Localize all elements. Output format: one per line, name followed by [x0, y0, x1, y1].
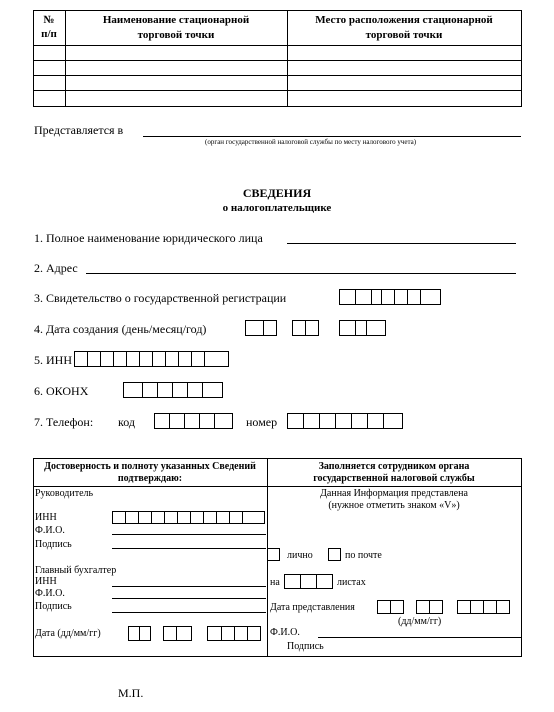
col-header-location: Место расположения стационарной торговой точки	[315, 14, 493, 41]
on-label: на	[270, 577, 280, 588]
right-header: Заполняется сотрудником органа государственной налоговой службы	[313, 461, 475, 484]
left-header: Достоверность и полноту указанных Сведений подтверждаю:	[44, 461, 256, 484]
field-5-label: 5. ИНН	[34, 353, 72, 367]
by-mail-label: по почте	[345, 550, 382, 561]
phone-number-label: номер	[246, 415, 278, 429]
head-label: Руководитель	[35, 488, 94, 499]
field-4-label: 4. Дата создания (день/месяц/год)	[34, 322, 207, 336]
field-1-label: 1. Полное наименование юридического лица	[34, 231, 263, 245]
page-title: СВЕДЕНИЯ	[242, 186, 312, 200]
fio2-label: Ф.И.О.	[35, 588, 65, 599]
fio1-label: Ф.И.О.	[35, 525, 65, 536]
sign3-label: Подпись	[287, 641, 324, 652]
sheets-label: листах	[337, 577, 366, 588]
presented-line[interactable]	[143, 136, 521, 137]
sign2-label: Подпись	[35, 601, 72, 612]
date-label: Дата (дд/мм/гг)	[35, 628, 101, 639]
col-header-num: № п/п	[41, 14, 57, 40]
personally-label: лично	[287, 550, 313, 561]
personally-checkbox[interactable]	[267, 548, 280, 561]
page-subtitle: о налогоплательщике	[222, 202, 332, 214]
chief-accountant-label: Главный бухгалтер	[35, 565, 117, 576]
field-7-label: 7. Телефон:	[34, 415, 94, 429]
by-mail-checkbox[interactable]	[328, 548, 341, 561]
fio3-line[interactable]	[318, 637, 521, 638]
field-2-line[interactable]	[86, 273, 516, 274]
phone-code-label: код	[118, 415, 135, 429]
info-presented-label: Данная Информация представлена (нужное отметить знаком «V»)	[320, 488, 468, 511]
field-2-label: 2. Адрес	[34, 261, 78, 275]
date-presented-hint: (дд/мм/гг)	[398, 616, 442, 627]
date-presented-label: Дата представления	[270, 602, 355, 613]
fio1-line[interactable]	[112, 534, 266, 535]
presented-hint: (орган государственной налоговой службы по месту налогового учета)	[205, 138, 417, 146]
inn2-line[interactable]	[112, 586, 266, 587]
field-1-line[interactable]	[287, 243, 516, 244]
presented-label: Представляется в	[34, 123, 124, 137]
field-6-label: 6. ОКОНХ	[34, 384, 89, 398]
inn2-label: ИНН	[35, 576, 57, 587]
sign1-label: Подпись	[35, 539, 72, 550]
col-header-name: Наименование стационарной торговой точки	[102, 14, 250, 41]
fio2-line[interactable]	[112, 598, 266, 599]
sign2-line[interactable]	[112, 612, 266, 613]
inn1-label: ИНН	[35, 512, 57, 523]
fio3-label: Ф.И.О.	[270, 627, 300, 638]
stamp-place: М.П.	[118, 686, 144, 700]
sign1-line[interactable]	[112, 548, 266, 549]
field-3-label: 3. Свидетельство о государственной регистрации	[34, 291, 287, 305]
